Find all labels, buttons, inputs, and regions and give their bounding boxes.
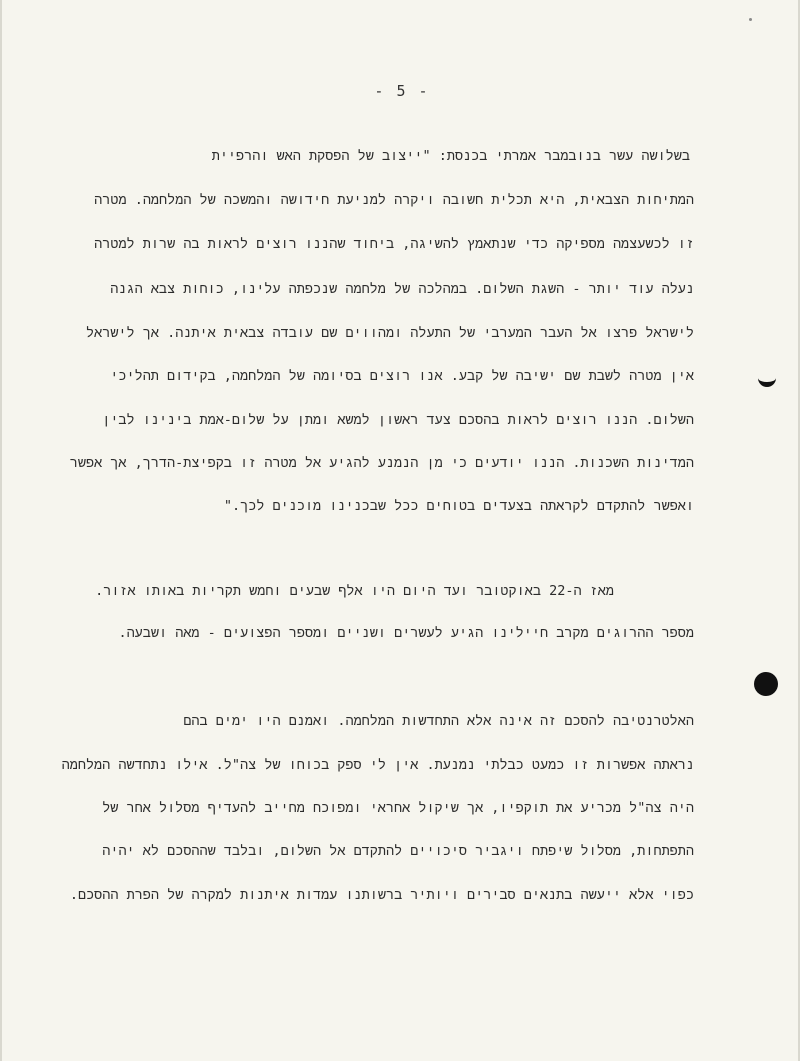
text-line: האלטרנטיבה להסכם זה אינה אלא התחדשות המלחמה. ואמנם היו ימים בהם	[183, 713, 694, 729]
punch-hole	[754, 672, 778, 696]
page-number: - 5 -	[374, 82, 430, 100]
text-line: המתיחות הצבאית, היא תכלית חשובה ויקרה למניעת חידושה והמשכה של המלחמה. מטרה	[94, 192, 694, 208]
text-line: אין מטרה לשבת שם ישיבה של קבע. אנו רוצים בסיומה של המלחמה, בקידום תהליכי	[110, 368, 694, 384]
text-line: התפתחות, מסלול שיפתח ויגביר סיכויים להתקדם אל השלום, ובלבד שההסכם לא יהיה	[102, 843, 694, 859]
punch-hole-mark	[758, 374, 776, 387]
text-line: מאז ה-22 באוקטובר ועד היום היו אלף שבעים וחמש תקריות באותו אזור.	[95, 583, 614, 599]
text-line: המדינות השכנות. הננו יודעים כי מן הנמנע להגיע אל מטרה זו בקפיצת-הדרך, אך אפשר	[69, 455, 694, 471]
paper-speck	[749, 18, 752, 21]
text-line: נראתה אפשרות זו כמעט כבלתי נמנעת. אין לי ספק בכוחו של צה"ל. אילו נתחדשה המלחמה	[61, 757, 694, 773]
text-line: כפוי אלא ייעשה בתנאים סבירים ויותיר ברשותנו עמדות איתנות למקרה של הפרת ההסכם.	[69, 887, 694, 903]
text-line: זו לכשעצמה מספיקה כדי שנתאמץ להשיגה, ביחוד שהננו רוצים לראות בה שרות למטרה	[94, 236, 694, 252]
text-line: ואפשר להתקדם לקראתה בצעדים בטוחים ככל שבכנינו מוכנים לכך."	[223, 498, 694, 514]
text-line: נעלה עוד יותר - השגת השלום. במהלכה של מלחמה שנכפתה עלינו, כוחות צבא הגנה	[110, 281, 694, 297]
text-line: לישראל פרצו אל העבר המערבי של התעלה ומהווים שם עובדה צבאית איתנה. אך לישראל	[86, 325, 694, 341]
text-line: היה צה"ל מכריע את תוקפיו, אך שיקול אחראי ומפוכח מחייב להעדיף מסלול אחר של	[102, 800, 694, 816]
text-line: בשלושה עשר בנובמבר אמרתי בכנסת: "ייצוב של הפסקת האש והרפיית	[211, 148, 690, 164]
text-line: השלום. הננו רוצים לראות בהסכם צעד ראשון למשא ומתן על שלום-אמת בינינו לבין	[102, 412, 694, 428]
text-line: מספר ההרוגים מקרב חיילינו הגיע לעשרים ושניים ומספר הפצועים - מאה ושבעה.	[118, 625, 694, 641]
